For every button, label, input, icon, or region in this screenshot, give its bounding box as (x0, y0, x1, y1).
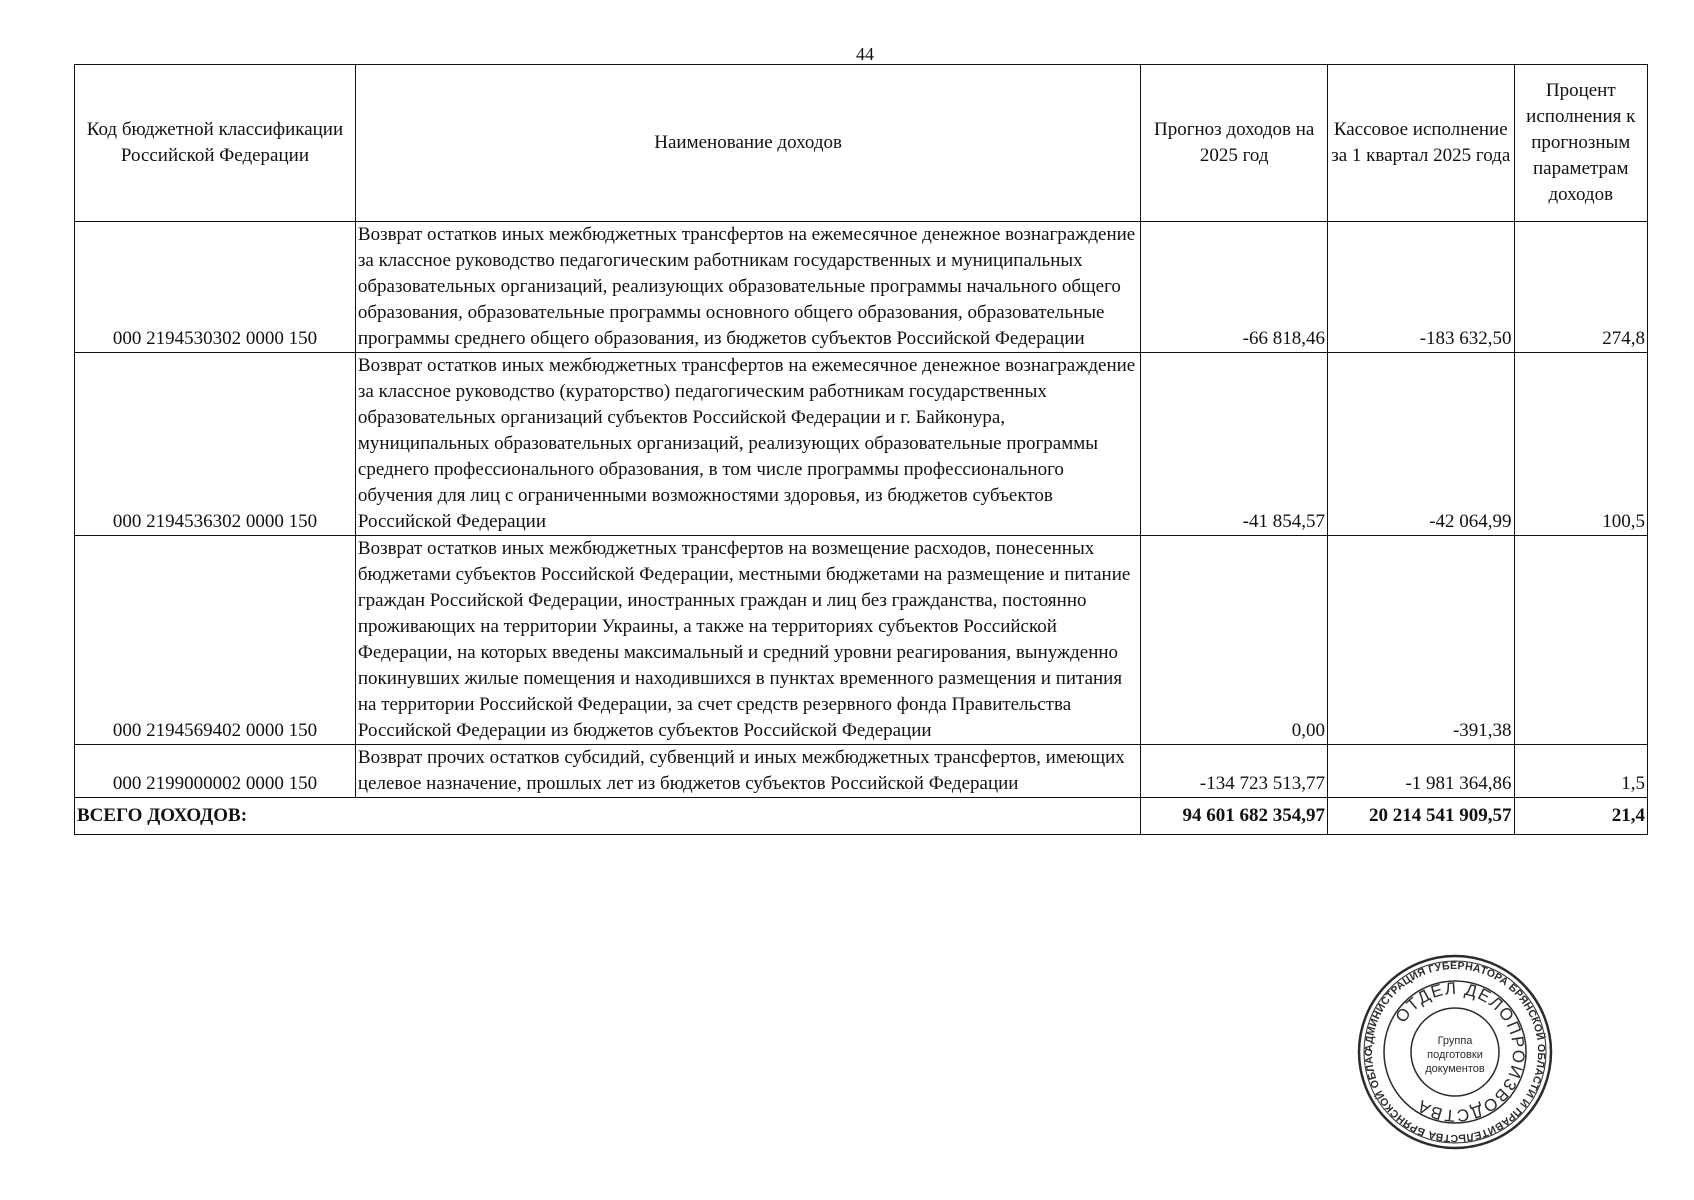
row-name: Возврат остатков иных межбюджетных трансфертов на возмещение расходов, понесенных бюджетами субъектов Российской Федерации, местными бюджетами на размещение и питание граждан Российской Федерации, иностранных граждан и лиц без гражданства, постоянно проживающих на территории Украины, а также на территориях субъектов Российской Федерации, на которых введены максимальный и средний уровни реагирования, вынужденно покинувших жилые помещения и находившихся в пунктах временного размещения и питания на территории Российской Федерации, за счет средств резервного фонда Правительства Российской Федерации из бюджетов субъектов Российской Федерации (355, 536, 1140, 745)
row-name: Возврат остатков иных межбюджетных трансфертов на ежемесячное денежное вознаграждение за классное руководство педагогическим работникам государственных и муниципальных образовательных организаций, реализующих образовательные программы начального общего образования, образовательные программы основного общего образования, образовательные программы среднего общего образования, из бюджетов субъектов Российской Федерации (355, 222, 1140, 353)
row-name: Возврат остатков иных межбюджетных трансфертов на ежемесячное денежное вознаграждение за классное руководство (кураторство) педагогическим работникам государственных образовательных организаций субъектов Российской Федерации и г. Байконура, муниципальных образовательных организаций, реализующих образовательные программы среднего профессионального образования, в том числе программы профессионального обучения для лиц с ограниченными возможностями здоровья, из бюджетов субъектов Российской Федерации (355, 353, 1140, 536)
table-header-row (75, 65, 1648, 222)
header-code: Код бюджетной классификации Российской Федерации (75, 65, 356, 222)
total-row (75, 798, 1648, 835)
page-number: 44 (856, 44, 874, 64)
stamp-center-line3: документов (1425, 1063, 1485, 1075)
row-pct: 100,5 (1514, 353, 1647, 536)
total-plan: 94 601 682 354,97 (1141, 798, 1328, 835)
total-exec: 20 214 541 909,57 (1327, 798, 1514, 835)
header-plan: Прогноз доходов на 2025 год (1141, 65, 1328, 222)
row-code: 000 2199000002 0000 150 (75, 745, 356, 798)
row-exec: -42 064,99 (1327, 353, 1514, 536)
row-plan: -66 818,46 (1141, 222, 1328, 353)
revenue-table (74, 64, 1648, 835)
row-code: 000 2194530302 0000 150 (75, 222, 356, 353)
header-name: Наименование доходов (355, 65, 1140, 222)
stamp-center-line2: подготовки (1427, 1049, 1483, 1061)
row-exec: -391,38 (1327, 536, 1514, 745)
row-exec: -183 632,50 (1327, 222, 1514, 353)
stamp-center-line1: Группа (1437, 1035, 1473, 1047)
row-pct: 274,8 (1514, 222, 1647, 353)
total-pct: 21,4 (1514, 798, 1647, 835)
office-stamp (1355, 952, 1555, 1152)
table-row (75, 536, 1648, 745)
total-label: ВСЕГО ДОХОДОВ: (75, 798, 1141, 835)
row-code: 000 2194569402 0000 150 (75, 536, 356, 745)
header-pct: Процент исполнения к прогнозным параметрам доходов (1514, 65, 1647, 222)
header-exec: Кассовое исполнение за 1 квартал 2025 года (1327, 65, 1514, 222)
stamp-outer-text: АДМИНИСТРАЦИЯ ГУБЕРНАТОРА БРЯНСКОЙ ОБЛАСТИ И ПРАВИТЕЛЬСТВА БРЯНСКОЙ ОБЛАС (1362, 959, 1548, 1145)
table-row (75, 745, 1648, 798)
row-plan: -41 854,57 (1141, 353, 1328, 536)
row-pct (1514, 536, 1647, 745)
table-row (75, 222, 1648, 353)
stamp-middle-text: ОТДЕЛ ДЕЛОПРОИЗВОДСТВА (1391, 978, 1529, 1126)
table-row (75, 353, 1648, 536)
row-plan: 0,00 (1141, 536, 1328, 745)
row-exec: -1 981 364,86 (1327, 745, 1514, 798)
row-name: Возврат прочих остатков субсидий, субвенций и иных межбюджетных трансфертов, имеющих целевое назначение, прошлых лет из бюджетов субъектов Российской Федерации (355, 745, 1140, 798)
row-code: 000 2194536302 0000 150 (75, 353, 356, 536)
row-pct: 1,5 (1514, 745, 1647, 798)
row-plan: -134 723 513,77 (1141, 745, 1328, 798)
stamp-graphic (1355, 952, 1555, 1152)
